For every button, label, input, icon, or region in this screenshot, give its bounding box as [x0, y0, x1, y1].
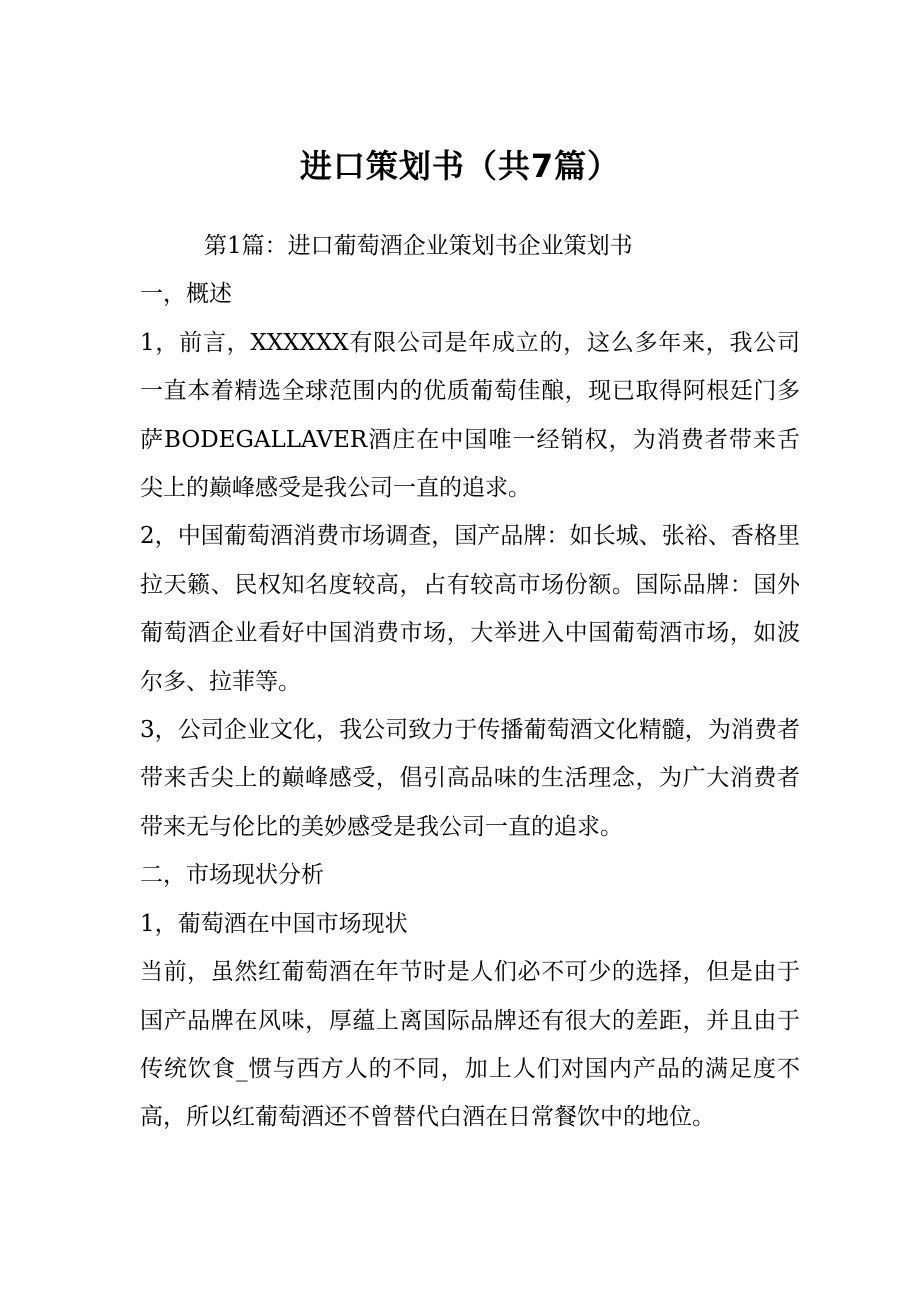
heading-overview: 一，概述 [140, 281, 232, 308]
heading-market-analysis: 二，市场现状分析 [140, 862, 324, 889]
section-subtitle: 第1篇：进口葡萄酒企业策划书企业策划书 [204, 233, 633, 259]
paragraph-current-situation: 当前，虽然红葡萄酒在年节时是人们必不可少的选择，但是由于国产品牌在风味，厚蕴上离国际品牌还有很大的差距，并且由于传统饮食_惯与西方人的不同，加上人们对国内产品的满足度不高，所以红葡萄酒还不曾替代白酒在日常餐饮中的地位。 [140, 959, 800, 1131]
paragraph-corporate-culture: 3，公司企业文化，我公司致力于传播葡萄酒文化精髓，为消费者带来舌尖上的巅峰感受，倡引高品味的生活理念，为广大消费者带来无与伦比的美妙感受是我公司一直的追求。 [140, 717, 800, 840]
document-title: 进口策划书（共7篇） [299, 147, 621, 185]
paragraph-market-survey: 2，中国葡萄酒消费市场调查，国产品牌：如长城、张裕、香格里拉天籁、民权知名度较高，占有较高市场份额。国际品牌：国外葡萄酒企业看好中国消费市场，大举进入中国葡萄酒市场，如波尔多、拉菲等。 [140, 523, 800, 695]
paragraph-preface: 1，前言，XXXXXX有限公司是年成立的，这么多年来，我公司一直本着精选全球范围内的优质葡萄佳酿，现已取得阿根廷门多萨BODEGALLAVER酒庄在中国唯一经销权，为消费者带来舌尖上的巅峰感受是我公司一直的追求。 [140, 329, 800, 502]
document-body [140, 222, 800, 1142]
subheading-china-market: 1，葡萄酒在中国市场现状 [140, 910, 408, 937]
